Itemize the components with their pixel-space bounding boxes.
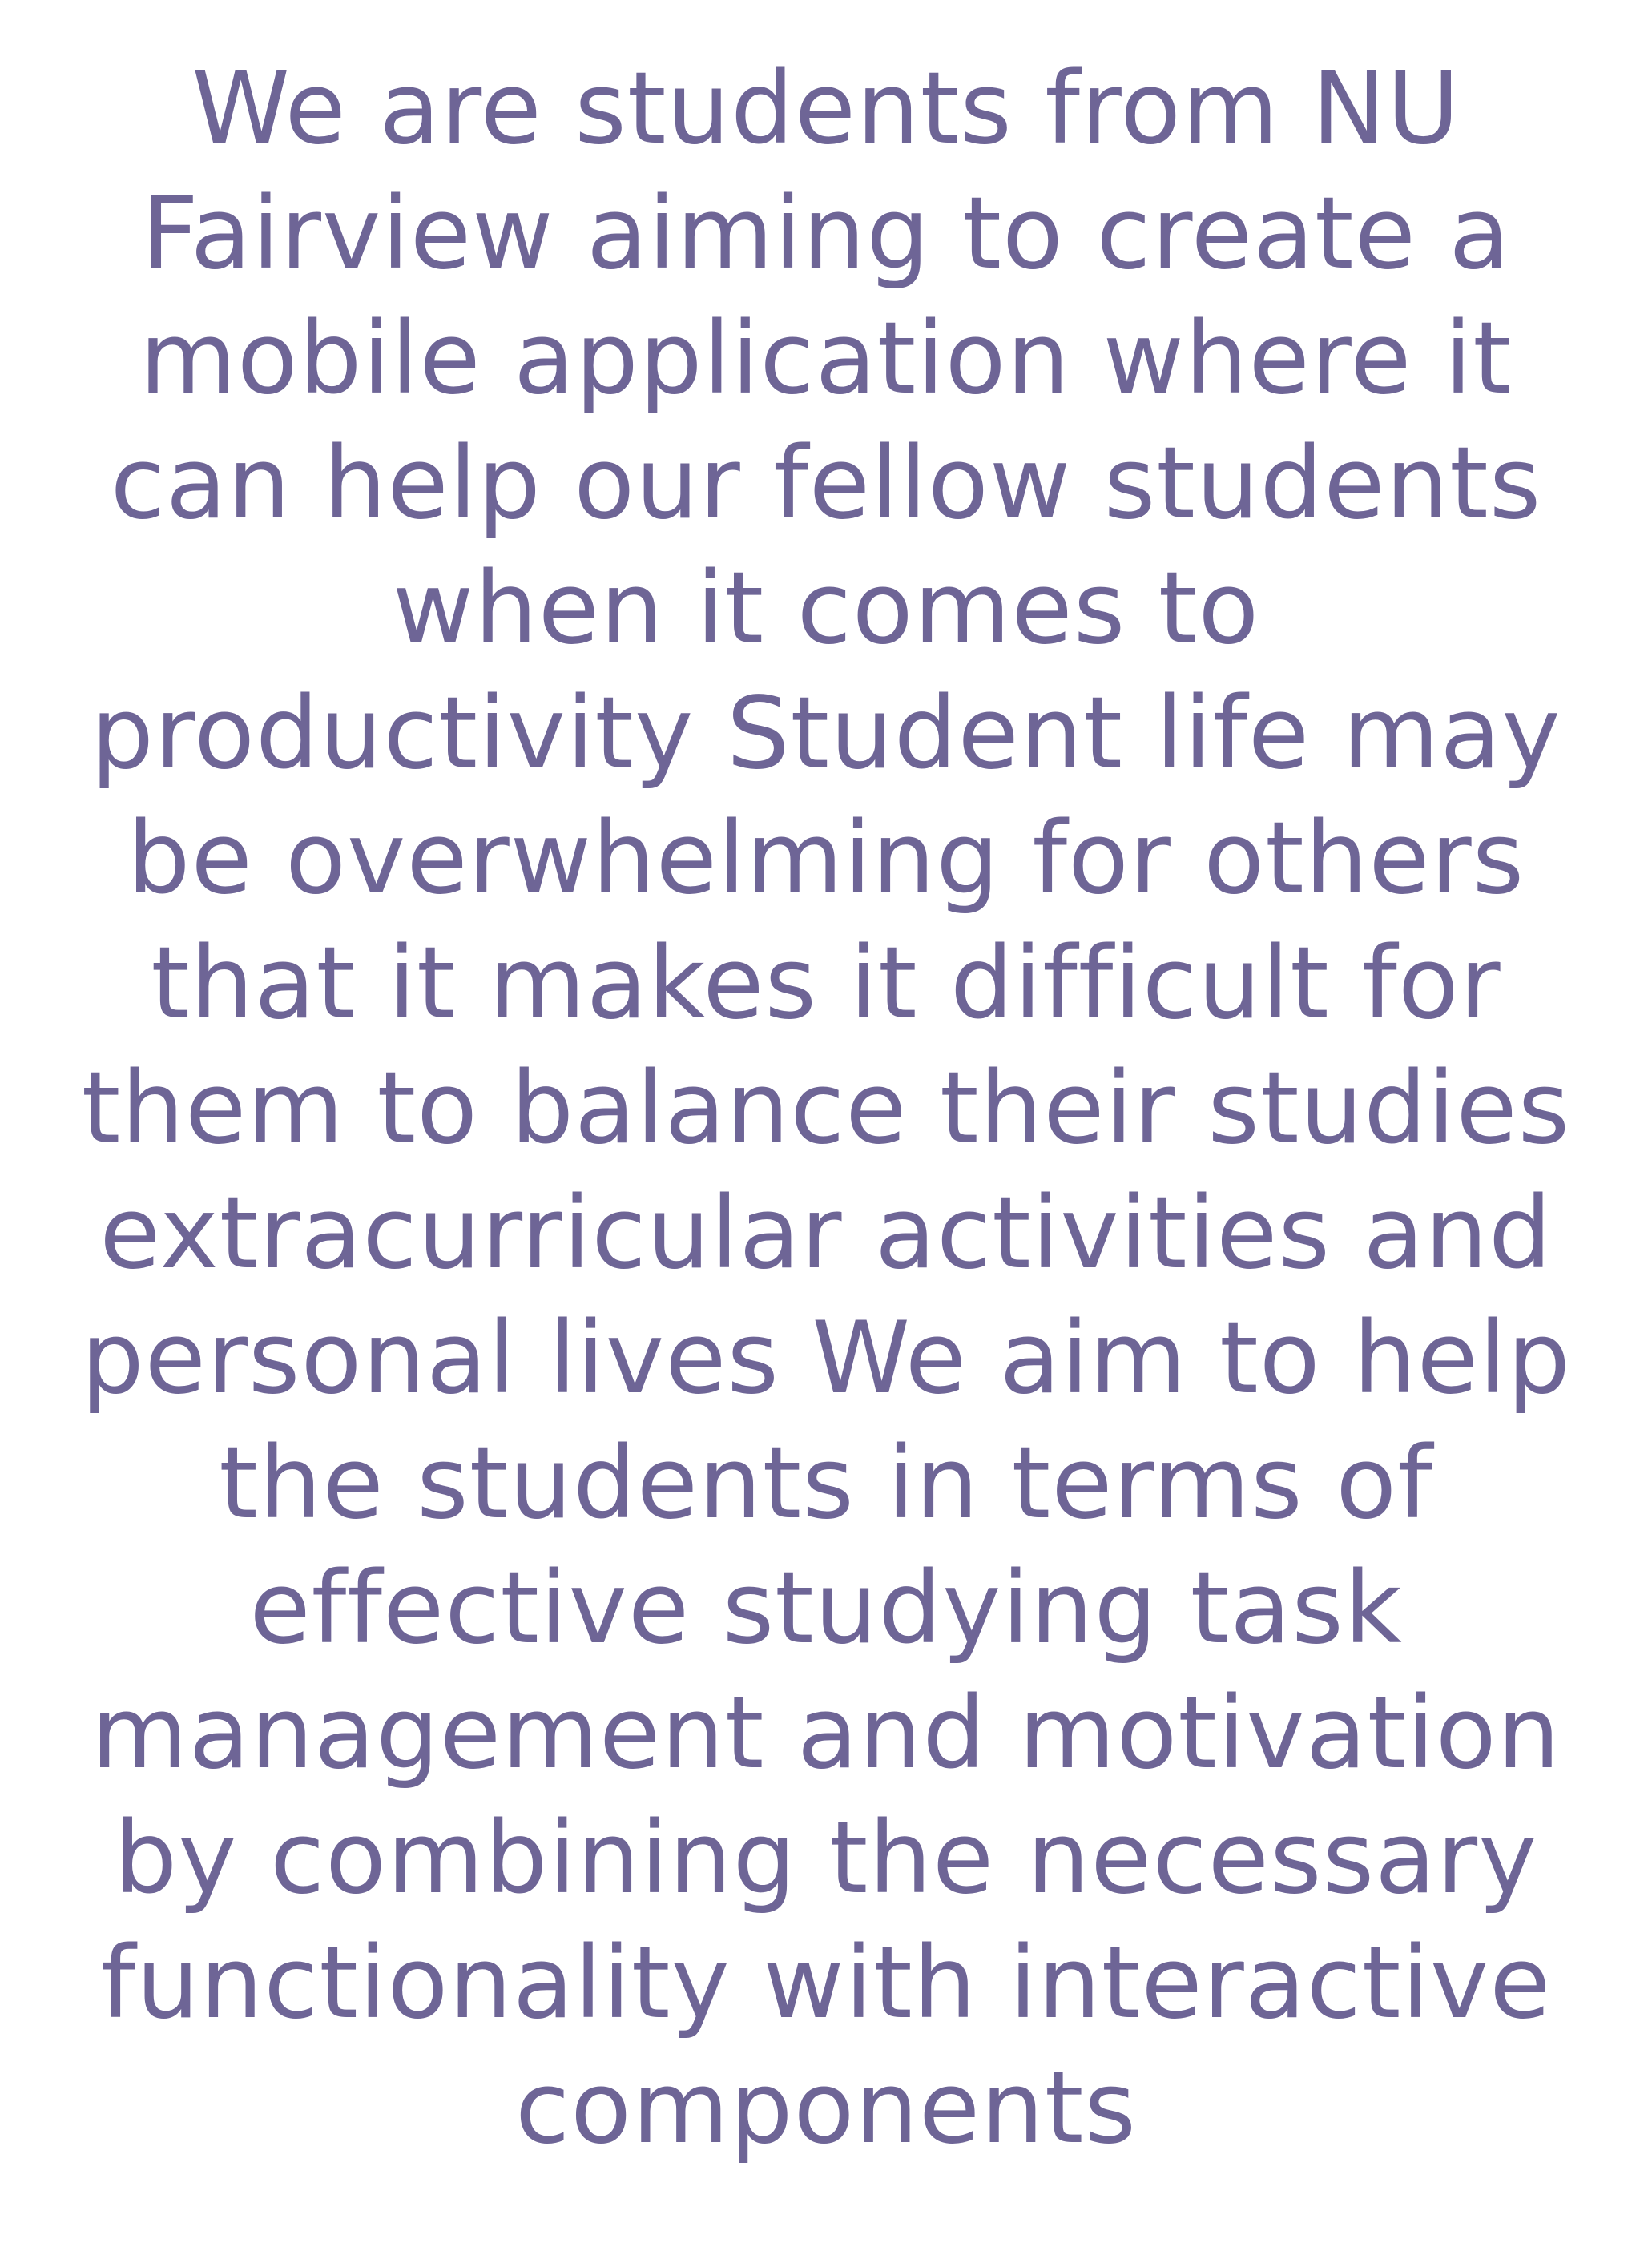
paragraph-line-8: that it makes it difficult for [151, 926, 1501, 1041]
paragraph-line-9: them to balance their studies [81, 1051, 1571, 1166]
paragraph-line-7: be overwhelming for others [127, 801, 1525, 916]
paragraph-line-5: when it comes to [392, 551, 1260, 666]
paragraph-line-6: productivity Student life may [91, 676, 1561, 791]
paragraph-line-14: management and motivation [91, 1676, 1561, 1791]
paragraph-line-3: mobile application where it [139, 301, 1513, 417]
paragraph-line-16: functionality with interactive [100, 1926, 1552, 2041]
paragraph-line-15: by combining the necessary [114, 1801, 1538, 1916]
paragraph-line-1: We are students from NU [191, 51, 1461, 167]
paragraph-line-4: can help our fellow students [110, 426, 1542, 542]
description-paragraph [48, 46, 1604, 2171]
paragraph-line-13: effective studying task [249, 1551, 1403, 1666]
paragraph-line-17: components [514, 2051, 1138, 2166]
paragraph-line-10: extracurricular activities and [99, 1176, 1553, 1291]
paragraph-line-2: Fairview aiming to create a [141, 176, 1511, 292]
paragraph-line-12: the students in terms of [219, 1426, 1433, 1541]
paragraph-line-11: personal lives We aim to help [80, 1301, 1572, 1416]
